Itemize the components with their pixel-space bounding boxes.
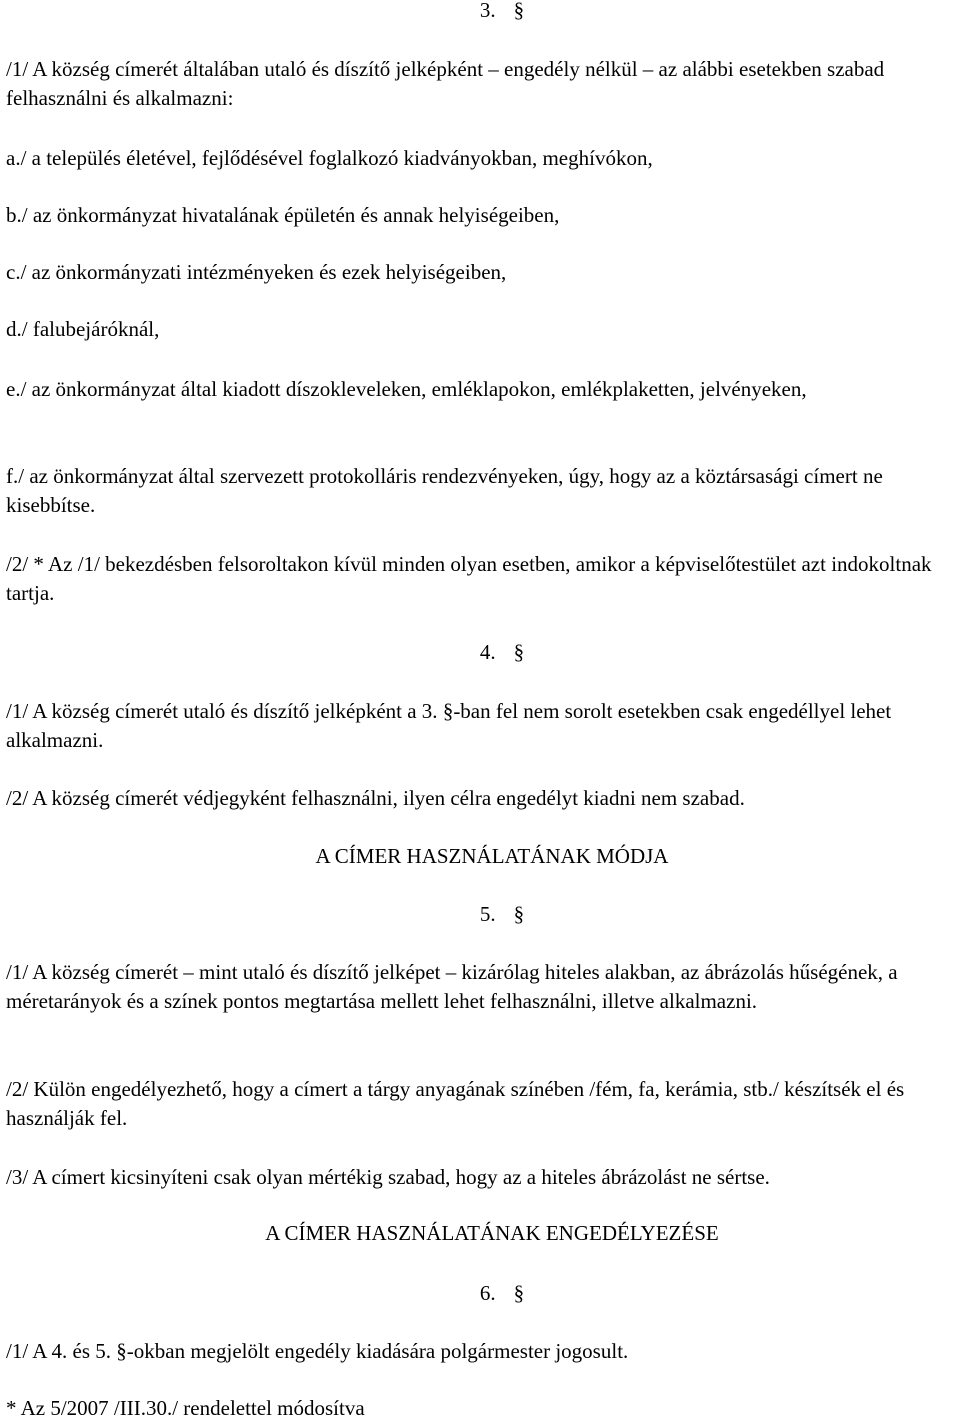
section-symbol: §: [513, 0, 525, 22]
s3-item-f: f./ az önkormányzat által szervezett protokolláris rendezvényeken, úgy, hogy az a köztársasági címert ne kisebbítse.: [6, 464, 883, 517]
s6-p1-text-after: -okban megjelölt engedély kiadására polgármester jogosult.: [126, 1339, 629, 1363]
section-symbol: §: [116, 1339, 127, 1363]
s3-item-b: b./ az önkormányzat hivatalának épületén és annak helyiségeiben,: [6, 203, 560, 227]
s3-item-d: d./ falubejáróknál,: [6, 317, 160, 341]
s5-paragraph-3: /3/ A címert kicsinyíteni csak olyan mértékig szabad, hogy az a hiteles ábrázolást ne sértse.: [6, 1165, 770, 1189]
s4-paragraph-1: [6, 697, 958, 755]
s4-p1-text-after: -ban fel nem sorolt esetekben csak engedéllyel lehet alkalmazni.: [6, 699, 892, 752]
footnote: * Az 5/2007 /III.30./ rendelettel módosítva: [6, 1396, 365, 1420]
section-symbol: §: [513, 640, 525, 664]
s6-paragraph-1: [6, 1337, 958, 1366]
title-usage-permission: A CÍMER HASZNÁLATÁNAK ENGEDÉLYEZÉSE: [265, 1221, 719, 1245]
title-usage-method: A CÍMER HASZNÁLATÁNAK MÓDJA: [315, 844, 669, 868]
s4-p1-text-before: /1/ A község címerét utaló és díszítő jelképként a 3.: [6, 699, 443, 723]
section-number: 6.: [479, 1281, 496, 1305]
s5-paragraph-1: /1/ A község címerét – mint utaló és díszítő jelképet – kizárólag hiteles alakban, az ábrázolás hűségének, a méretarányok és a színek pontos megtartása mellett lehet felhasználni, illetve alkalmazni.: [6, 960, 898, 1013]
section-4-heading: [6, 638, 958, 667]
section-number: 5.: [479, 902, 496, 926]
s3-paragraph-1: /1/ A község címerét általában utaló és díszítő jelképként – engedély nélkül – az alábbi esetekben szabad felhasználni és alkalmazni:: [6, 57, 885, 110]
section-symbol: §: [442, 699, 454, 723]
section-number: 4.: [479, 640, 496, 664]
s3-item-e: e./ az önkormányzat által kiadott díszokleveleken, emléklapokon, emlékplaketten, jelvényeken,: [6, 377, 807, 401]
s3-paragraph-2: /2/ * Az /1/ bekezdésben felsoroltakon kívül minden olyan esetben, amikor a képviselőtestület azt indokoltnak tartja.: [6, 552, 932, 605]
s3-item-c: c./ az önkormányzati intézményeken és ezek helyiségeiben,: [6, 260, 507, 284]
s3-item-a: a./ a település életével, fejlődésével foglalkozó kiadványokban, meghívókon,: [6, 146, 653, 170]
section-number: 3.: [479, 0, 496, 22]
section-6-heading: [6, 1279, 958, 1308]
section-3-heading: [6, 0, 958, 25]
section-symbol: §: [513, 902, 525, 926]
section-5-heading: [6, 900, 958, 929]
s4-paragraph-2: /2/ A község címerét védjegyként felhasználni, ilyen célra engedélyt kiadni nem szabad.: [6, 786, 745, 810]
section-symbol: §: [513, 1281, 525, 1305]
s6-p1-text-before: /1/ A 4. és 5.: [6, 1339, 117, 1363]
s5-paragraph-2: /2/ Külön engedélyezhető, hogy a címert a tárgy anyagának színében /fém, fa, kerámia, stb./ készítsék el és használják fel.: [6, 1077, 905, 1130]
